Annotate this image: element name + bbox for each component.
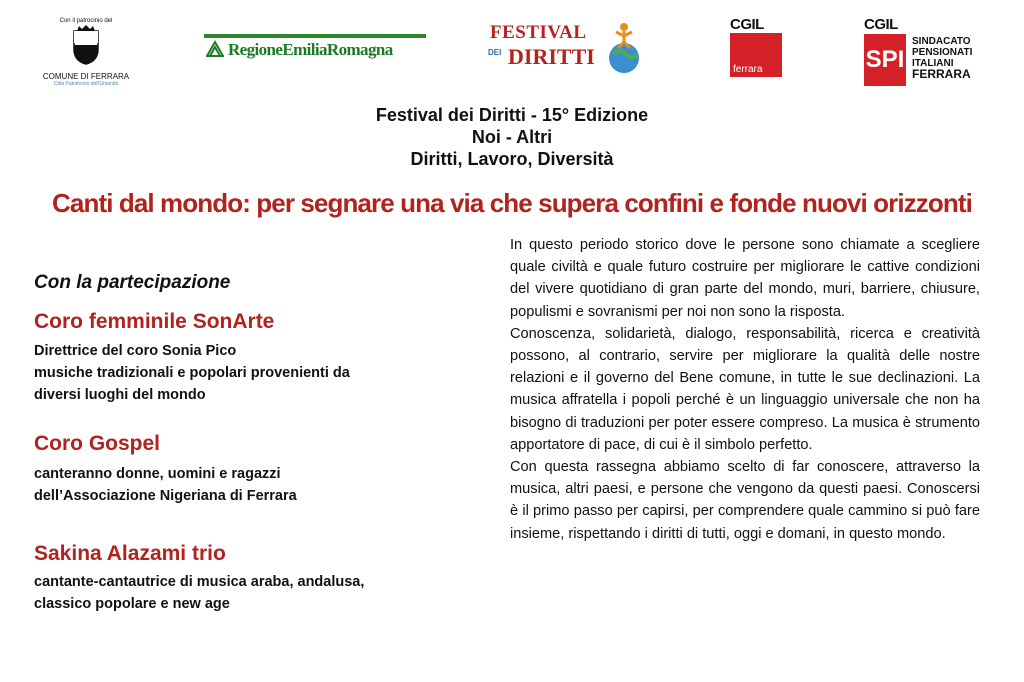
festival-logo xyxy=(486,20,648,80)
group-2-line-1: canteranno donne, uomini e ragazzi xyxy=(34,466,281,482)
header-theme: Noi - Altri xyxy=(471,127,553,147)
group-1-line-2: musiche tradizionali e popolari provenienti da xyxy=(34,365,350,381)
group-3-line-2: classico popolare e new age xyxy=(34,596,230,612)
participation-intro: Con la partecipazione xyxy=(34,272,231,293)
group-3-line-1: cantante-cantautrice di musica araba, andalusa, xyxy=(34,574,365,590)
cgil-spi-logo xyxy=(864,16,984,90)
festival-diritti: DIRITTI xyxy=(508,44,595,69)
group-1-line-1: Direttrice del coro Sonia Pico xyxy=(34,343,237,359)
globe-figure-icon xyxy=(604,20,644,76)
group-name-1: Coro femminile SonArte xyxy=(34,310,275,333)
header-edition: Festival dei Diritti - 15° Edizione xyxy=(375,105,649,125)
patronage-text: Con il patrocinio del xyxy=(59,18,113,24)
cgil-spi-label: CGIL xyxy=(864,16,898,33)
group-2-line-2: dell’Associazione Nigeriana di Ferrara xyxy=(34,488,297,504)
spi-mark: SPI xyxy=(864,34,906,86)
comune-name: COMUNE DI FERRARA xyxy=(42,72,130,81)
festival-dei: DEI xyxy=(488,48,502,57)
group-name-2: Coro Gospel xyxy=(34,432,161,455)
group-1-line-3: diversi luoghi del mondo xyxy=(34,387,206,403)
page-title: Canti dal mondo: per segnare una via che supera confini e fonde nuovi orizzonti xyxy=(52,188,972,218)
cgil-city: ferrara xyxy=(733,64,763,75)
spi-line-1: SINDACATO xyxy=(912,36,971,47)
cgil-label: CGIL xyxy=(730,16,764,33)
regione-name: RegioneEmiliaRomagna xyxy=(228,40,393,59)
spi-line-2: PENSIONATI xyxy=(912,47,973,58)
spi-description xyxy=(912,36,972,80)
spi-line-3: ITALIANI xyxy=(912,58,954,69)
paragraph-3: Con questa rassegna abbiamo scelto di far conoscere, attraverso la musica, altri paesi, e persone che vengono da questi paesi. Conoscersi è il primo passo per capirsi, per comprendere quale cammino si può fare insieme, rispettando i diritti di tutti, oggi e domani, in questo mondo. xyxy=(510,459,980,542)
paragraph-1: In questo periodo storico dove le persone sono chiamate a scegliere quale civiltà e quale futuro costruire per migliorare le cattive condizioni del vivere quotidiano di gran parte del mondo, muri, barriere, chiusure, populismi e sovranismi per noi non sono la risposta. xyxy=(510,237,980,320)
cgil-red-block xyxy=(730,33,782,77)
description-column xyxy=(510,234,980,545)
comune-subtitle: Città Patrimonio dell'Umanità xyxy=(53,81,119,87)
festival-word: FESTIVAL xyxy=(490,22,587,43)
header-subtheme: Diritti, Lavoro, Diversità xyxy=(410,149,614,169)
spi-line-4: FERRARA xyxy=(912,67,971,81)
group-name-3: Sakina Alazami trio xyxy=(34,542,226,565)
cgil-ferrara-logo xyxy=(730,16,784,82)
paragraph-2: Conoscenza, solidarietà, dialogo, responsabilità, ricerca e creatività possono, al contrario, servire per migliorare la qualità delle nostre relazioni e il governo del Bene comune, in tutte le sue declinazioni. La musica affratella i popoli perché è un linguaggio universale che non ha bisogno di traduzioni per poter essere compreso. La musica è strumento apportatore di pace, di cui è il simbolo perfetto. xyxy=(510,325,980,453)
participants-column xyxy=(34,0,484,682)
